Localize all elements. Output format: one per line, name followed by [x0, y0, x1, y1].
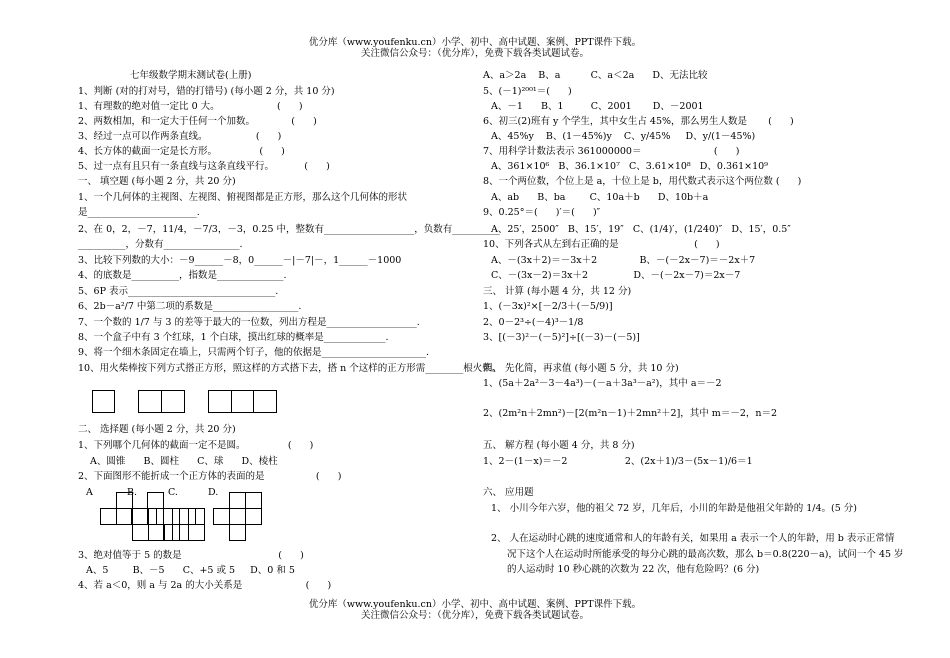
square — [92, 390, 115, 413]
right-line: A、45%y B、(1－45%)y C、y/45% D、y/(1－45%) — [491, 131, 756, 142]
left-line: A、5 B、－5 C、+5 或 5 D、0 和 5 — [86, 565, 295, 576]
right-line: 1、2－(1－x)＝－2 2、(2x＋1)/3－(5x－1)/6＝1 — [483, 456, 753, 467]
left-line: 4、的底数是__________，指数是______________. — [78, 270, 287, 281]
left-line: 3、绝对值等于 5 的数是 ( ) — [78, 550, 304, 561]
square — [208, 390, 232, 413]
right-line: A、ab B、ba C、10a＋b D、10b＋a — [491, 192, 709, 203]
square — [231, 390, 255, 413]
footer-line-2: 关注微信公众号：（优分库），免费下载各类试题试卷。 — [360, 610, 589, 621]
left-line: 9、将一个细木条固定在墙上，只需两个钉子，他的依据是______________________. — [78, 347, 430, 358]
left-line: 1、一个几何体的主视图、左视图、俯视图都是正方形，那么这个几何体的形状 — [78, 192, 408, 203]
footer-line-1: 优分库（www.youfenku.cn）小学、初中、高中试题、案例、PPT课件下载。 — [308, 599, 642, 610]
right-line: 1、(－3x)²×[－2/3＋(－5/9)] — [483, 301, 613, 312]
right-line: 2、0－2³÷(－4)³－1/8 — [483, 317, 584, 328]
left-line: __________，分数有________________. — [78, 239, 243, 250]
left-line: 4、若 a＜0，则 a 与 2a 的大小关系是 ( ) — [78, 580, 332, 591]
right-line: 1、 小川今年六岁，他的祖父 72 岁，几年后，小川的年龄是他祖父年龄的 1/4。(5 分) — [491, 503, 857, 514]
right-line: 3、[(－3)²－(－5)²]÷[(－3)－(－5)] — [483, 332, 640, 343]
section-heading: 二、 选择题 (每小题 2 分，共 20 分) — [78, 424, 236, 435]
right-line: 9、0.25°＝( )′＝( )″ — [483, 207, 601, 218]
right-line: A、－(3x＋2)＝－3x＋2 B、－(－2x－7)＝－2x＋7 — [491, 255, 756, 266]
section-heading: 四、 先化简，再求值 (每小题 5 分，共 10 分) — [483, 363, 679, 374]
left-line: 2、在 0，2，－7，11/4，－7/3，－3，0.25 中，整数有___________________，负数有__________ — [78, 224, 500, 235]
net-label-c: C. — [168, 487, 178, 498]
right-line: 8、一个两位数，个位上是 a，十位上是 b，用代数式表示这个两位数 ( ) — [483, 176, 802, 187]
right-line: 1、(5a＋2a²－3－4a³)－(－a＋3a³－a²)，其中 a＝－2 — [483, 378, 722, 389]
section-heading: 三、 计算 (每小题 4 分，共 12 分) — [483, 286, 632, 297]
page-title: 七年级数学期末测试卷(上册) — [130, 70, 252, 81]
right-line: 2、 人在运动时心跳的速度通常和人的年龄有关，如果用 a 表示一个人的年龄，用 b 表示正常情 — [491, 533, 895, 544]
section-heading: 一、 填空题 (每小题 2 分，共 20 分) — [78, 176, 236, 187]
net-label-a: A — [86, 487, 93, 498]
right-line: A、－1 B、1 C、2001 D、－2001 — [491, 101, 704, 112]
left-line: 3、经过一点可以作两条直线。 ( ) — [78, 131, 282, 142]
left-line: 10、用火柴棒按下列方式搭正方形，照这样的方式搭下去，搭 n 个这样的正方形需________根火柴。 — [78, 363, 502, 374]
right-line: A、25′，2500″ B、15′，19″ C、(1/4)′，(1/240)″ D、15′，0.5″ — [491, 224, 791, 235]
right-line: A、361×10⁶ B、36.1×10⁷ C、3.61×10⁸ D、0.361×10⁹ — [491, 161, 768, 172]
net-label-b: B. — [127, 487, 138, 498]
left-line: 1、有理数的绝对值一定比 0 大。 ( ) — [78, 101, 303, 112]
left-line: 1、判断 (对的打对号，错的打错号) (每小题 2 分，共 10 分) — [78, 86, 335, 97]
right-line: 6、初三(2)班有 y 个学生，其中女生占 45%，那么男生人数是 ( ) — [483, 116, 794, 127]
left-line: 6、2b－a²/7 中第二项的系数是__________________. — [78, 301, 302, 312]
right-line: 7、用科学计数法表示 361000000＝ ( ) — [483, 146, 740, 157]
net-label-d: D. — [208, 487, 219, 498]
left-line: 7、一个数的 1/7 与 3 的差等于最大的一位数，列出方程是___________________. — [78, 317, 420, 328]
left-line: A、圆锥 B、圆柱 C、球 D、棱柱 — [90, 456, 278, 467]
right-line: 10、下列各式从左到右正确的是 ( ) — [483, 239, 720, 250]
section-heading: 六、 应用题 — [483, 487, 534, 498]
left-line: 是_______________________. — [78, 207, 200, 218]
section-heading: 五、 解方程 (每小题 4 分，共 8 分) — [483, 440, 635, 451]
left-line: 2、两数相加，和一定大于任何一个加数。 ( ) — [78, 116, 317, 127]
left-line: 3、比较下列数的大小：－9______－8，0______－|－7|－，1______－1000 — [78, 255, 402, 266]
square — [161, 390, 185, 413]
left-line: 5、6P 表示_______________________________. — [78, 286, 279, 297]
right-line: 的人运动时 10 秒心跳的次数为 22 次，他有危险吗？(6 分) — [507, 564, 760, 575]
left-line: 5、过一点有且只有一条直线与这条直线平行。 ( ) — [78, 161, 330, 172]
right-line: C、－(3x－2)＝3x＋2 D、－(－2x－7)＝2x－7 — [491, 270, 741, 281]
right-line: 2、(2m²n＋2mn²)－[2(m²n－1)＋2mn²＋2]，其中 m＝－2，n＝2 — [483, 408, 778, 419]
right-line: 况下这个人在运动时所能承受的每分心跳的最高次数，那么 b＝0.8(220－a)，试问一个 45 岁 — [507, 549, 904, 560]
left-line: 8、一个盒子中有 3 个红球，1 个白球，摸出红球的概率是_____________. — [78, 332, 389, 343]
right-line: 5、(－1)²⁰⁰¹＝( ) — [483, 86, 572, 97]
header-line-2: 关注微信公众号：（优分库），免费下载各类试题试卷。 — [360, 48, 589, 59]
left-line: 4、长方体的截面一定是长方形。 ( ) — [78, 146, 285, 157]
square — [253, 390, 277, 413]
right-line: A、a＞2a B、a C、a＜2a D、无法比较 — [483, 70, 708, 81]
left-line: 2、下面图形不能折成一个正方体的表面的是 ( ) — [78, 471, 342, 482]
header-line-1: 优分库（www.youfenku.cn）小学、初中、高中试题、案例、PPT课件下载。 — [308, 37, 642, 48]
left-line: 1、下列哪个几何体的截面一定不是圆。 ( ) — [78, 440, 314, 451]
square — [138, 390, 162, 413]
